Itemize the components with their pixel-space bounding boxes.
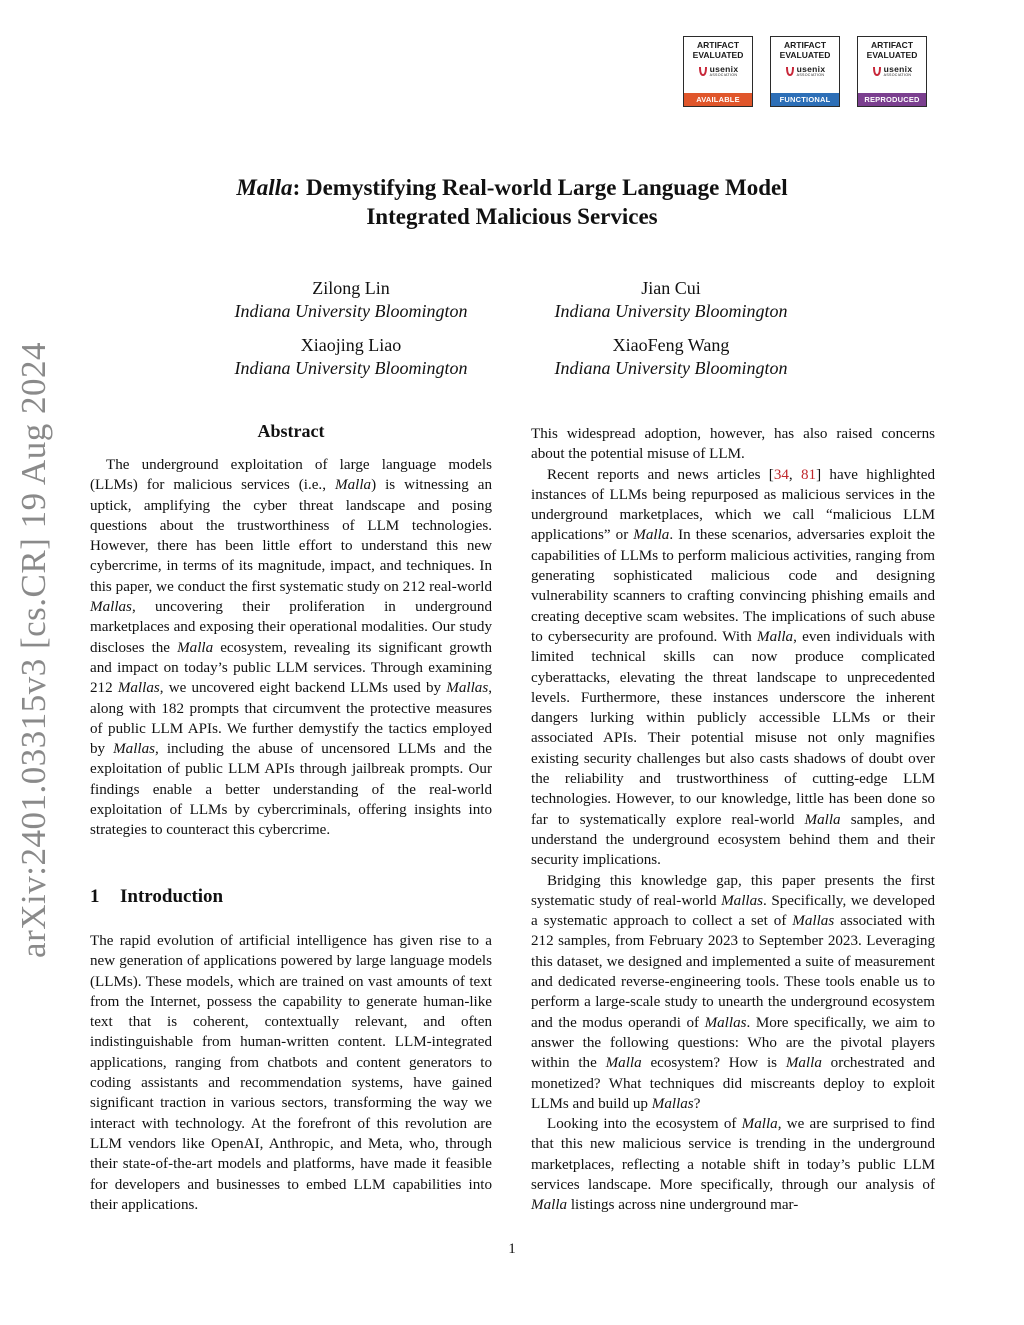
author-affiliation: Indiana University Bloomington: [554, 358, 788, 378]
page-number: 1: [508, 1241, 516, 1257]
author-name: Jian Cui: [641, 278, 701, 298]
author-block: [511, 334, 831, 380]
author-name: XiaoFeng Wang: [612, 335, 730, 355]
badge-status: FUNCTIONAL: [771, 93, 839, 106]
right-paragraph: Looking into the ecosystem of Malla, we are surprised to find that this new malicious service is trending in the underground marketplaces, reflecting a notable shift in today’s public LLM services landscape. More specifically, through our analysis of Malla listings across nine underground mar-: [531, 1116, 935, 1214]
usenix-mark-icon: [872, 65, 882, 77]
badge-line1: ARTIFACT: [783, 40, 827, 50]
artifact-badge-functional: [770, 36, 840, 107]
badge-assoc: ASSOCIATION: [709, 73, 738, 77]
badge-assoc: ASSOCIATION: [796, 73, 825, 77]
right-paragraph: Recent reports and news articles [34, 81] have highlighted instances of LLMs being repurposed as malicious services in the underground marketplaces, which we call “malicious LLM applications” or Malla. In these scenarios, adversaries exploit the capabilities of LLMs to perform malicious activities, ranging from generating sophisticated malicious code and designing vulnerability scanners to crafting convincing phishing emails and creating deceptive scam websites. The implications of such abuse to cybersecurity are profound. With Malla, even individuals with limited technical skills can now produce complicated cyberattacks, elevating the threat landscape to unprecedented levels. Furthermore, these instances underscore the inherent dangers lurking within publicly accessible LLMs or their associated APIs. Their potential misuse not only magnifies existing security challenges but also casts shadows of doubt over the reliability and trustworthiness of cutting-edge LLM technologies. However, to our knowledge, little has been done so far to systematically explore real-world Malla samples, and understand the underground ecosystem behind them and their security implications.: [531, 466, 935, 869]
abstract-body: [90, 455, 492, 841]
right-paragraph: Bridging this knowledge gap, this paper presents the first systematic study of real-world Mallas. Specifically, we developed a systematic approach to collect a set of Mallas associated with 212 samples, from February 2023 to September 2023. Leveraging this dataset, we designed and implemented a suite of measurement and dedicated reverse-engineering tools. These tools enable us to perform a large-scale study to unearth the underground ecosystem and the modus operandi of Mallas. More specifically, we aim to answer the following questions: Who are the pivotal players within the Malla ecosystem? How is Malla orchestrated and monetized? What techniques did miscreants deploy to exploit LLMs and build up Mallas?: [531, 872, 935, 1112]
author-affiliation: Indiana University Bloomington: [234, 358, 468, 378]
usenix-mark-icon: [785, 65, 795, 77]
title-line1: : Demystifying Real-world Large Language Model: [292, 175, 788, 200]
usenix-logo: [858, 62, 926, 80]
citation-link[interactable]: 81: [801, 466, 817, 483]
citation-link[interactable]: 34: [773, 466, 789, 483]
title-line2: Integrated Malicious Services: [366, 204, 658, 229]
badge-line2: EVALUATED: [692, 49, 744, 60]
badge-brand: usenix: [709, 64, 739, 74]
usenix-logo: [684, 62, 752, 80]
badge-status: AVAILABLE: [684, 93, 752, 106]
title-italic: Malla: [236, 175, 293, 200]
author-block: [511, 277, 831, 323]
artifact-badge-available: [683, 36, 753, 107]
author-affiliation: Indiana University Bloomington: [234, 301, 468, 321]
right-paragraph: This widespread adoption, however, has also raised concerns about the potential misuse of LLM.: [531, 426, 935, 463]
badge-line2: EVALUATED: [866, 49, 918, 60]
author-block: [191, 334, 511, 380]
author-name: Zilong Lin: [312, 278, 390, 298]
author-name: Xiaojing Liao: [300, 335, 402, 355]
introduction-body: [90, 931, 492, 1215]
badge-line2: EVALUATED: [779, 49, 831, 60]
author-block: [191, 277, 511, 323]
artifact-badge-reproduced: [857, 36, 927, 107]
badge-line1: ARTIFACT: [696, 40, 740, 50]
badge-brand: usenix: [796, 64, 826, 74]
paper-title: [150, 173, 874, 231]
arxiv-identifier: arXiv:2401.03315v3 [cs.CR] 19 Aug 2024: [14, 342, 53, 958]
abstract-paragraph: The underground exploitation of large language models (LLMs) for malicious services (i.e., Malla) is witnessing an uptick, amplifying the cyber threat landscape and posing questions about the trustworthiness of LLM technologies. However, there has been little effort to understand this new cybercrime, in terms of its magnitude, impact, and techniques. In this paper, we conduct the first systematic study on 212 real-world Mallas, uncovering their proliferation in underground marketplaces and exposing their operational modalities. Our study discloses the Malla ecosystem, revealing its significant growth and impact on today’s public LLM services. Through examining 212 Mallas, we uncovered eight backend LLMs used by Mallas, along with 182 prompts that circumvent the protective measures of public LLM APIs. We further demystify the tactics employed by Mallas, including the abuse of uncensored LLMs and the exploitation of public LLM APIs through jailbreak prompts. Our findings enable a better understanding of the real-world exploitation of LLMs by cybercriminals, offering insights into strategies to counteract this cybercrime.: [90, 457, 493, 839]
section-heading: [90, 886, 223, 908]
right-column: [531, 424, 935, 1216]
section-title: Introduction: [120, 886, 224, 907]
badge-status: REPRODUCED: [858, 93, 926, 106]
badge-brand: usenix: [883, 64, 913, 74]
usenix-mark-icon: [698, 65, 708, 77]
intro-paragraph: The rapid evolution of artificial intelligence has given rise to a new generation of applications powered by large language models (LLMs). These models, which are trained on vast amounts of text from the Internet, possess the capability to generate human-like text that is coherent, contextually relevant, and often indistinguishable from human-written content. LLM-integrated applications, ranging from chatbots and content generators to coding assistants and recommendation systems, have gained significant traction in various sectors, transforming the way we interact with technology. At the forefront of this revolution are LLM vendors like OpenAI, Anthropic, and Meta, who, through their state-of-the-art models and platforms, have made it feasible for developers and businesses to embed LLM capabilities into their applications.: [90, 933, 492, 1213]
author-affiliation: Indiana University Bloomington: [554, 301, 788, 321]
section-number: 1: [90, 886, 100, 907]
abstract-heading: Abstract: [257, 421, 325, 441]
badge-assoc: ASSOCIATION: [883, 73, 912, 77]
badge-line1: ARTIFACT: [870, 40, 914, 50]
artifact-badges: [683, 36, 927, 107]
usenix-logo: [771, 62, 839, 80]
